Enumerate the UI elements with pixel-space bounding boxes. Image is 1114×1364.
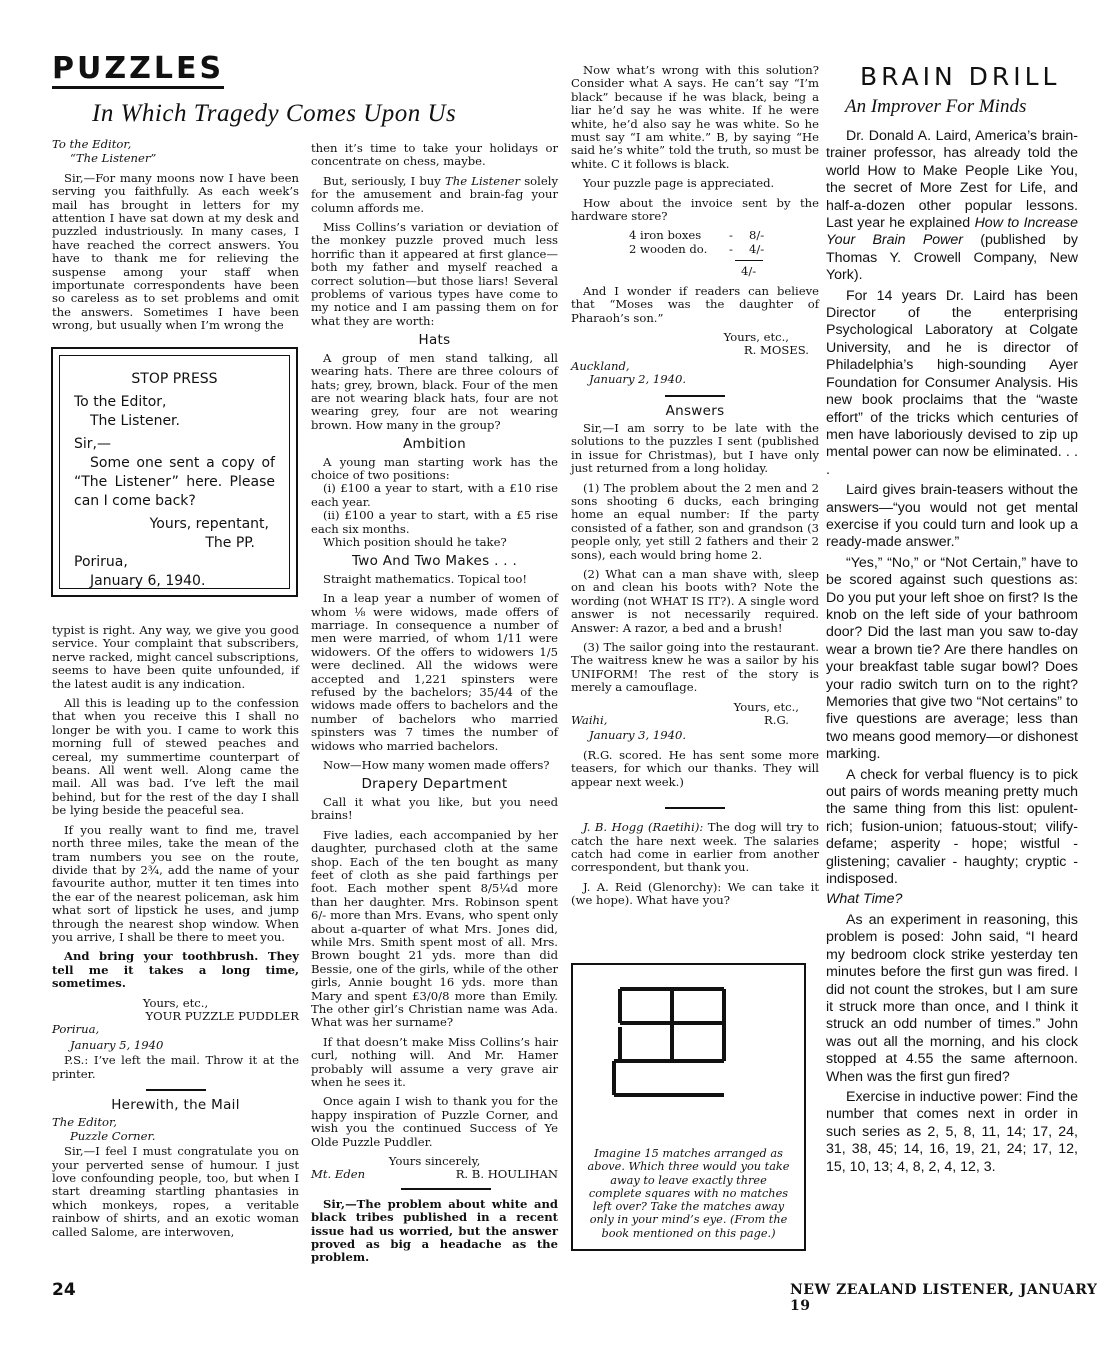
matches-caption: Imagine 15 matches arranged as above. Which three would you take away to leave exactly three complete squares with no matches left over? Take the matches away only in your mind’s eye. (From the book mentioned on this page.)	[587, 1147, 790, 1240]
paragraph: Now—How many women made offers?	[323, 758, 550, 773]
closing: Yours, etc.,	[723, 329, 789, 344]
signature: R. MOSES.	[743, 343, 809, 358]
column-3	[571, 64, 819, 914]
brain-drill-column	[826, 128, 1078, 1179]
article-subtitle: In Which Tragedy Comes Upon Us	[92, 100, 457, 127]
text: solely for the amusement and brain-fag your column affords me.	[311, 173, 558, 215]
subheading: What Time?	[826, 891, 903, 908]
brain-drill-subtitle: An Improver For Minds	[845, 96, 1027, 117]
paragraph: For 14 years Dr. Laird has been Director of the enterprising Psychological Laboratory at Colgate University, and he is director of Philadelphia’s high-sounding Ayer Foundation for Consumer Analysis. His new book proclaims that the “waste effort” of the tricks which centuries of men have laboriously devised to zip up mental power can now be eliminated. . . .	[826, 287, 1078, 478]
paragraph: Five ladies, each accompanied by her daughter, purchased cloth at the same shop. Each of the ten bought as many feet of cloth as she paid farthings per foot. Each mother spent 8/5¼d more than her daughter. Mrs. Robinson spent 6/- more than Mrs. Evans, who spent only about a-quarter of what Mrs. Jones did, while Mrs. Smith spent most of all. Mrs. Brown bought 21 yds. more than did Bessie, one of the girls, while of the other girls, Annie bought 16 yds. more than Mary and spent £3/0/8 more than Emily. The other girl’s Christian name was Ada. What was her surname?	[311, 827, 558, 1030]
stop-press-heading: STOP PRESS	[131, 371, 218, 387]
stop-press-yours: Yours, repentant,	[149, 516, 269, 532]
book-title: How to Increase Your Brain Power	[826, 215, 1078, 249]
paragraph: (2) What can a man shave with, sleep on and clean his boots with? Note the wording (not WHAT IS IT?). A single word answer is not necessarily required. Answer: A razor, a bed and a brush!	[571, 567, 820, 635]
invoice-row: 2 wooden do. - 4/-	[629, 241, 765, 256]
stop-press-place: Porirua,	[74, 554, 128, 570]
signature: R.G.	[764, 713, 789, 728]
masthead: NEW ZEALAND LISTENER, JANUARY 19	[790, 1282, 1098, 1314]
paragraph: Miss Collins’s variation or deviation of the monkey puzzle proved much less horrific than it appeared at first glance—both my father and myself reached a correct solution—but those liars! Several problems of various types have come to my notice and I am passing them on for what they are worth:	[311, 220, 558, 328]
salutation-name: Puzzle Corner.	[70, 1128, 156, 1143]
paragraph: How about the invoice sent by the hardware store?	[571, 195, 819, 224]
section-heading: Herewith, the Mail	[111, 1097, 240, 1113]
paragraph: A check for verbal fluency is to pick out pairs of words meaning pretty much the same thing from this list: opulent-rich; fusion-union; fatuous-stout; vilify-defame; asperity - hope; wistful - glistening; cavalier - haughty; cryptic - indisposed.	[826, 766, 1078, 888]
paragraph: then it’s time to take your holidays or concentrate on chess, maybe.	[311, 141, 558, 169]
option: (i) £100 a year to start, with a £10 rise each year.	[311, 481, 558, 509]
place: Porirua,	[52, 1022, 100, 1037]
section-heading: Ambition	[403, 436, 466, 453]
closing: Yours sincerely,	[388, 1154, 481, 1169]
matches-diagram	[573, 965, 804, 1145]
signature-line	[311, 1168, 558, 1181]
column-1-top	[52, 138, 299, 339]
salutation: To the Editor,	[52, 137, 132, 151]
place: Auckland,	[571, 358, 630, 373]
paragraph: A group of men stand talking, all wearing hats. There are three colours of hats; grey, brown, black. Four of the men are not wearing black hats, four are not wearing grey, four are not wearing brown. How many in the group?	[311, 350, 558, 432]
invoice-price: 8/-	[749, 228, 765, 243]
section-heading: Hats	[418, 332, 451, 349]
paragraph: Which position should he take?	[323, 534, 507, 549]
stop-press-box	[51, 347, 298, 597]
stop-press-to: To the Editor,	[74, 394, 167, 410]
publication-name: The Listener	[445, 173, 521, 188]
divider	[146, 1089, 206, 1091]
paragraph: If that doesn’t make Miss Collins’s hair curl, nothing will. And Mr. Hamer probably will assume a very grave air when he sees it.	[311, 1034, 558, 1089]
section-title: PUZZLES	[52, 52, 224, 89]
section-heading: Two And Two Makes . . .	[351, 553, 518, 570]
postscript: P.S.: I’ve left the mail. Throw it at the printer.	[52, 1053, 299, 1081]
paragraph: And I wonder if readers can believe that “Moses was the daughter of Pharaoh’s son.”	[571, 283, 819, 325]
page-number: 24	[52, 1280, 76, 1300]
date: January 2, 1940.	[589, 372, 687, 387]
correspondent: J. B. Hogg (Raetihi):	[583, 820, 704, 835]
paragraph: Your puzzle page is appreciated.	[583, 176, 775, 191]
stop-press-date: January 6, 1940.	[90, 573, 206, 589]
paragraph: (1) The problem about the 2 men and 2 sons shooting 6 ducks, each bringing home an equal number: If the party consisted of a father, son and grandson (3 people only, yet still 2 fathers and their 2 sons), each would bring home 2.	[571, 480, 819, 562]
paragraph: In a leap year a number of women of whom ⅛ were widows, made offers of marriage. In consequence a number of men were married, of whom 1/11 were widowers. Of the offers to widowers 1/5 were declined. All the widows were accepted and 1,221 spinsters were refused by the bachelors; 35/44 of the widows made offers to bachelors and the number of bachelors who married spinsters was 7 times the number of widows who married bachelors.	[311, 591, 558, 753]
signature-line	[571, 714, 819, 727]
salutation: The Editor,	[52, 1115, 117, 1130]
invoice-rule	[735, 260, 763, 261]
text: The dog will try to catch the hare next week. The salaries catch had come in earlier from another correspondent, but thank you.	[571, 820, 820, 875]
paragraph: All this is leading up to the confession that when you receive this I shall no longer be with you. I came to work this morning full of stewed peaches and cereal, my summertime counterpart of beans. All went well. Along came the mail. All was bad. I’ve left the mail behind, but for the rest of the day I shall be lying beside the peaceful sea.	[52, 696, 299, 818]
column-1-bottom	[52, 624, 299, 1245]
matches-puzzle-box	[571, 963, 806, 1251]
paragraph: Exercise in inductive power: Find the number that comes next in order in such series as 2, 5, 8, 11, 14; 17, 24, 31, 38, 45; 14, 16, 19, 21, 24; 17, 12, 15, 10, 13; 4, 8, 2, 4, 12, 3.	[826, 1088, 1078, 1175]
paragraph: Sir,—I feel I must congratulate you on your perverted sense of humour. I just love confounding people, too, but when I start dreaming startling phantasies in which monkeys, ropes, a veritable rainbow of shirts, and an exotic woman called Salome, are interwoven,	[52, 1144, 299, 1239]
date: January 5, 1940	[70, 1037, 164, 1052]
paragraph: As an experiment in reasoning, this problem is posed: John said, “I heard my bedroom clock strike yesterday ten minutes before the first gun was fired. I did not count the strokes, but I am sure it struck more than once, and I think it struck an odd number of times.” John was out all the morning, and his clock stopped at 4.55 the same afternoon. When was the first gun fired?	[826, 911, 1078, 1085]
stop-press-body: Some one sent a copy of “The Listener” here. Please can I come back?	[74, 455, 275, 509]
closing: Yours, etc.,	[142, 995, 209, 1010]
salutation-name: “The Listener”	[70, 151, 157, 166]
paragraph: typist is right. Any way, we give you good service. Your complaint that subscribers, nerve racked, might cancel subscriptions, seems to have been quite unfounded, if the latest audit is any indication.	[52, 623, 299, 691]
paragraph: “Yes,” “No,” or “Not Certain,” have to be scored against such questions as: Do you put your left shoe on first? Is the knob on the left side of your bathroom door? Did the last man you saw to-day wear a brown tie? Are there handles on your breakfast table sugar bowl? Does your radio switch turn on to the right? Memories that give two “Not certains” to five questions are average; less than two means good memory—or dishonest marking.	[826, 554, 1078, 763]
paragraph: If you really want to find me, travel north three miles, take the mean of the tram numbers you see on the route, divide that by 2¾, add the name of your favourite author, mutter it ten times into the ear of the nearest policeman, ask him what sort of lipstick he uses, and jump through the nearest shop window. When you arrive, I shall be there to meet you.	[52, 822, 299, 944]
paragraph: Now what’s wrong with this solution? Consider what A says. He can’t say “I’m black” because if he was black, being a liar he’d say he was white. If he were white, he’d also say he was white. So he must say “I am white.” B, by saying “He said he’s white” told the truth, so must be white. C it follows is black.	[571, 63, 819, 171]
invoice-item: 2 wooden do.	[629, 241, 708, 256]
section-heading: Answers	[665, 402, 725, 419]
section-heading: Drapery Department	[361, 776, 508, 793]
divider	[665, 395, 725, 397]
note: (R.G. scored. He has sent some more teasers, for which our thanks. They will appear next week.)	[571, 747, 819, 789]
date: January 3, 1940.	[589, 728, 687, 743]
divider	[401, 1188, 491, 1190]
brain-drill-title: BRAIN DRILL	[860, 62, 1061, 91]
paragraph: Laird gives brain-teasers without the answers—“you would not get mental exercise if you could turn and look up a ready-made answer.”	[826, 482, 1078, 551]
divider	[665, 807, 725, 809]
stop-press-to-name: The Listener.	[90, 413, 180, 429]
signature: YOUR PUZZLE PUDDLER	[145, 1008, 299, 1023]
invoice-row: 4 iron boxes - 8/-	[629, 228, 765, 243]
paragraph: Once again I wish to thank you for the happy inspiration of Puzzle Corner, and wish you the continued Success of Ye Olde Puzzle Puddler.	[311, 1094, 558, 1149]
option: (ii) £100 a year to start, with a £5 rise each six months.	[311, 508, 558, 536]
invoice-total: 4/-	[741, 264, 757, 279]
reader-reply: J. A. Reid (Glenorchy): We can take it (we hope). What have you?	[571, 879, 819, 908]
paragraph	[311, 175, 558, 215]
paragraph	[826, 128, 1078, 285]
place: Waihi,	[571, 713, 608, 728]
column-2	[311, 142, 558, 1271]
paragraph: Call it what you like, but you need brains!	[311, 794, 558, 823]
text: (published by Thomas Y. Crowell Company, New York).	[826, 232, 1078, 284]
invoice-item: 4 iron boxes	[629, 228, 702, 243]
text: Dr. Donald A. Laird, America’s brain-trainer professor, has already told the world How to Make People Like You, the secret of More Zest for Life, and half-a-dozen other popular lessons. Last year he explained	[826, 128, 1078, 232]
reader-reply	[571, 821, 819, 875]
paragraph: Sir,—I am sorry to be late with the solutions to the puzzles I sent (published in issue for Christmas), but I have only just returned from a long holiday.	[571, 420, 819, 476]
paragraph: Straight mathematics. Topical too!	[323, 571, 527, 586]
paragraph: Sir,—For many moons now I have been serving you faithfully. As each week’s mail has brought in letters for my attention I have sat down at my desk and puzzled industriously. In many cases, I have reached the correct answers. You have to thank me for relieving the suspense among your staff when importunate correspondents have been so careless as to set problems and omit the answers. Sometimes I have been wrong, but usually when I’m wrong the	[52, 170, 299, 333]
closing: Yours, etc.,	[733, 699, 799, 714]
paragraph: A young man starting work has the choice of two positions:	[311, 454, 558, 482]
signature: R. B. HOULIHAN	[455, 1167, 558, 1182]
paragraph: (3) The sailor going into the restaurant. The waitress knew he was a sailor by his UNIFORM! The rest of the story is merely a camouflage.	[571, 640, 819, 695]
paragraph: Sir,—The problem about white and black tribes published in a recent issue had us worried, but the answer proved as big a headache as the problem.	[311, 1196, 558, 1265]
text: But, seriously, I buy	[323, 173, 446, 188]
paragraph: And bring your toothbrush. They tell me it takes a long time, sometimes.	[52, 949, 299, 991]
invoice	[571, 229, 819, 278]
stop-press-signed: The PP.	[205, 535, 255, 551]
invoice-price: 4/-	[749, 241, 765, 256]
stop-press-sir: Sir,—	[74, 436, 111, 452]
place: Mt. Eden	[311, 1167, 366, 1182]
